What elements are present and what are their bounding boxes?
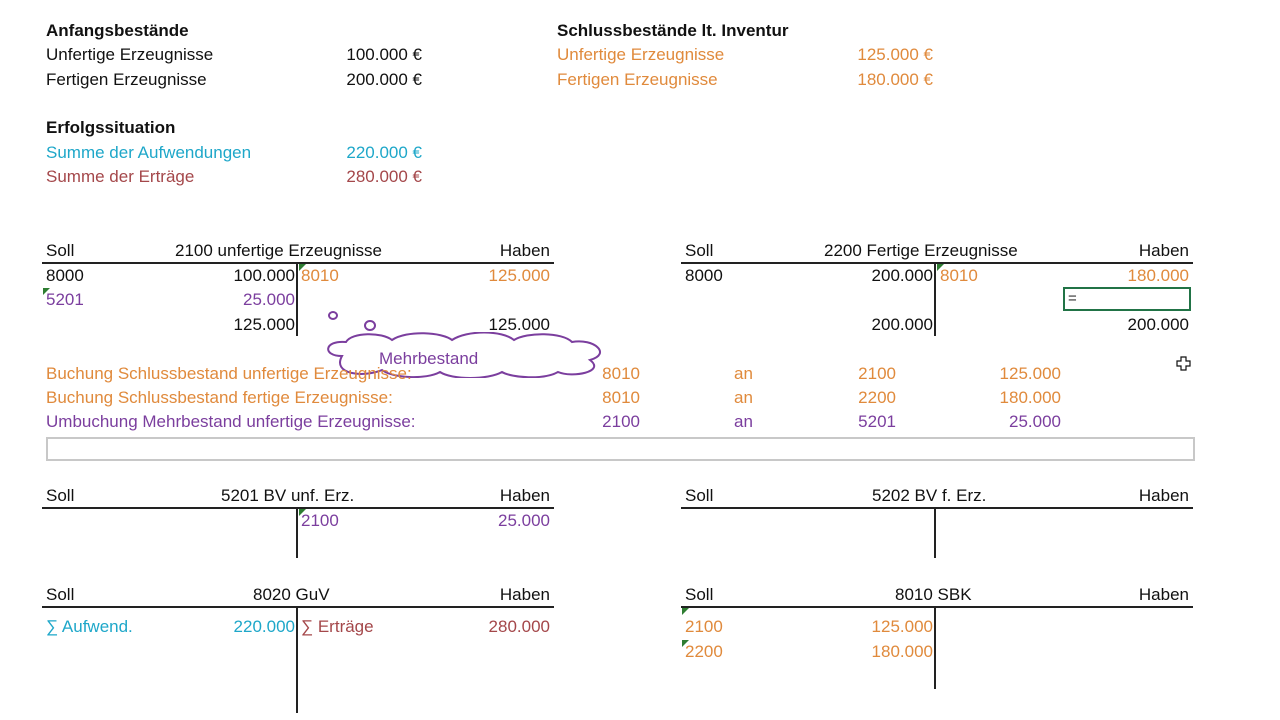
booking-amount[interactable]: 180.000	[999, 388, 1061, 407]
booking-amount[interactable]: 25.000	[1009, 412, 1061, 431]
erfolg-title: Erfolgssituation	[46, 118, 176, 137]
schluss-label-2: Fertigen Erzeugnisse	[557, 70, 718, 89]
schluss-label-1: Unfertige Erzeugnisse	[557, 45, 725, 64]
soll-account[interactable]: 5201	[46, 290, 84, 309]
haben-sum[interactable]: 125.000	[488, 315, 550, 334]
account-divider	[296, 508, 298, 558]
haben-account[interactable]: 8010	[940, 266, 978, 285]
booking-an[interactable]: an	[734, 364, 753, 383]
soll-amount[interactable]: 125.000	[871, 617, 933, 636]
schluss-value-2: 180.000 €	[857, 70, 933, 89]
soll-account[interactable]: 2200	[685, 642, 723, 661]
comment-marker-icon	[682, 608, 689, 615]
account-title: 5202 BV f. Erz.	[872, 486, 987, 505]
aufwand-label: Summe der Aufwendungen	[46, 143, 252, 162]
haben-label: Haben	[499, 585, 550, 604]
booking-amount[interactable]: 125.000	[999, 364, 1061, 383]
account-divider	[296, 263, 298, 336]
soll-sum[interactable]: 200.000	[871, 315, 933, 334]
haben-label: Haben	[499, 241, 550, 260]
haben-sum[interactable]: 200.000	[1127, 315, 1189, 334]
haben-account[interactable]: ∑ Erträge	[301, 617, 374, 636]
booking-soll[interactable]: 8010	[602, 388, 640, 407]
haben-label: Haben	[499, 486, 550, 505]
cross-cursor-icon	[1176, 356, 1191, 371]
soll-label: Soll	[685, 585, 714, 604]
booking-text[interactable]: Buchung Schlussbestand unfertige Erzeugnisse:	[46, 364, 412, 383]
active-cell-input[interactable]: =	[1063, 287, 1191, 311]
booking-an[interactable]: an	[734, 412, 753, 431]
booking-text[interactable]: Umbuchung Mehrbestand unfertige Erzeugnisse:	[46, 412, 416, 431]
soll-label: Soll	[46, 486, 75, 505]
callout-dot	[364, 320, 376, 331]
booking-an[interactable]: an	[734, 388, 753, 407]
soll-amount[interactable]: 200.000	[871, 266, 933, 285]
account-divider	[934, 508, 936, 558]
booking-haben[interactable]: 2100	[858, 364, 896, 383]
account-title: 2100 unfertige Erzeugnisse	[175, 241, 382, 260]
soll-account[interactable]: ∑ Aufwend.	[46, 617, 133, 636]
anfang-value-2: 200.000 €	[346, 70, 422, 89]
booking-text[interactable]: Buchung Schlussbestand fertige Erzeugnisse:	[46, 388, 393, 407]
haben-label: Haben	[1138, 585, 1189, 604]
booking-haben[interactable]: 5201	[858, 412, 896, 431]
account-rule	[681, 606, 1193, 608]
haben-amount[interactable]: 180.000	[1127, 266, 1189, 285]
anfang-title: Anfangsbestände	[46, 21, 189, 40]
anfang-label-1: Unfertige Erzeugnisse	[46, 45, 214, 64]
soll-amount[interactable]: 100.000	[233, 266, 295, 285]
account-title: 5201 BV unf. Erz.	[221, 486, 355, 505]
soll-account[interactable]: 2100	[685, 617, 723, 636]
soll-account[interactable]: 8000	[685, 266, 723, 285]
booking-haben[interactable]: 2200	[858, 388, 896, 407]
account-divider	[934, 607, 936, 689]
haben-account[interactable]: 2100	[301, 511, 339, 530]
soll-amount[interactable]: 220.000	[233, 617, 295, 636]
soll-account[interactable]: 8000	[46, 266, 84, 285]
account-divider	[296, 607, 298, 713]
anfang-value-1: 100.000 €	[346, 45, 422, 64]
soll-sum[interactable]: 125.000	[233, 315, 295, 334]
aufwand-value: 220.000 €	[346, 143, 422, 162]
haben-amount[interactable]: 280.000	[488, 617, 550, 636]
account-title: 8010 SBK	[895, 585, 972, 604]
account-title: 2200 Fertige Erzeugnisse	[824, 241, 1018, 260]
soll-amount[interactable]: 180.000	[871, 642, 933, 661]
soll-label: Soll	[46, 241, 75, 260]
haben-label: Haben	[1138, 241, 1189, 260]
soll-amount[interactable]: 25.000	[243, 290, 295, 309]
schluss-title: Schlussbestände lt. Inventur	[557, 21, 789, 40]
callout-dot	[328, 311, 338, 320]
ertrag-value: 280.000 €	[346, 167, 422, 186]
schluss-value-1: 125.000 €	[857, 45, 933, 64]
callout-text: Mehrbestand	[379, 349, 479, 368]
soll-label: Soll	[46, 585, 75, 604]
soll-label: Soll	[685, 241, 714, 260]
soll-label: Soll	[685, 486, 714, 505]
ertrag-label: Summe der Erträge	[46, 167, 195, 186]
account-rule	[681, 507, 1193, 509]
booking-soll[interactable]: 2100	[602, 412, 640, 431]
account-divider	[934, 263, 936, 336]
account-rule	[42, 507, 554, 509]
empty-entry-row[interactable]	[46, 437, 1195, 461]
account-title: 8020 GuV	[253, 585, 330, 604]
anfang-label-2: Fertigen Erzeugnisse	[46, 70, 207, 89]
account-rule	[42, 262, 554, 264]
haben-label: Haben	[1138, 486, 1189, 505]
haben-account[interactable]: 8010	[301, 266, 339, 285]
account-rule	[42, 606, 554, 608]
booking-soll[interactable]: 8010	[602, 364, 640, 383]
haben-amount[interactable]: 25.000	[498, 511, 550, 530]
haben-amount[interactable]: 125.000	[488, 266, 550, 285]
